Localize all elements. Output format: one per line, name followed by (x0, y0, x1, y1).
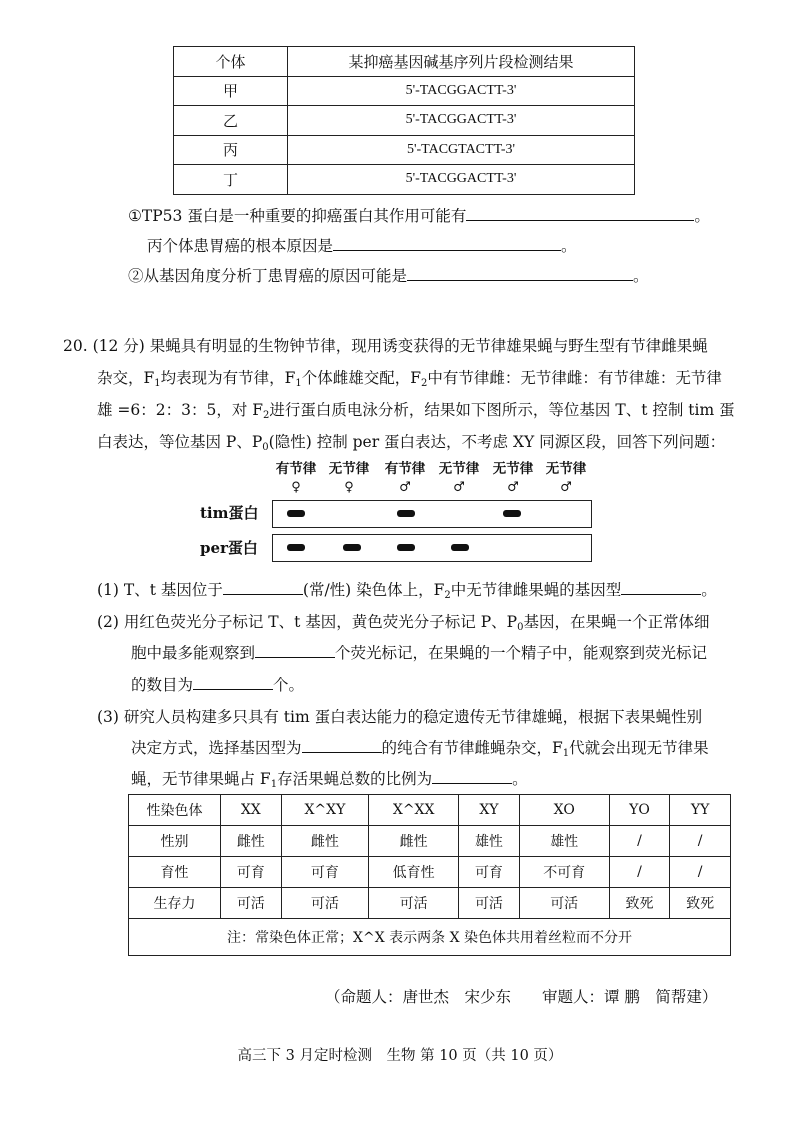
table-cell: 雄性 (459, 826, 520, 857)
table-header-row (174, 47, 635, 77)
q20-part2-line-1 (97, 612, 709, 632)
table-cell: / (670, 857, 731, 888)
text-span: 胞中最多能观察到 (131, 644, 256, 662)
per-band (451, 544, 469, 551)
text-span: 决定方式，选择基因型为 (131, 739, 302, 757)
subscript: 0 (517, 622, 524, 633)
gene-sequence-table (173, 46, 635, 195)
table-header-cell: YY (670, 795, 731, 826)
answer-blank (255, 643, 335, 658)
question-text: 丙个体患胃癌的根本原因是 (147, 237, 334, 255)
subscript: 1 (562, 748, 570, 759)
table-cell: 5'-TACGGACTT-3' (288, 76, 635, 106)
answer-blank (621, 580, 701, 595)
phenotype-label (267, 460, 325, 497)
table-header-cell: X^XY (281, 795, 369, 826)
table-cell: 丁 (174, 165, 288, 195)
text-span: 个。 (273, 676, 305, 694)
table-header-cell: 个体 (174, 47, 288, 77)
text-span: (3) 研究人员构建多只具有 tim 蛋白表达能力的稳定遗传无节律雄蝇，根据下表果蝇性别 (97, 708, 703, 726)
answer-blank (432, 769, 512, 784)
text-span: 均表现为有节律，F (160, 369, 296, 387)
table-cell: 可育 (459, 857, 520, 888)
q20-part3-line-1 (97, 707, 702, 727)
table-header-cell: 某抑癌基因碱基序列片段检测结果 (288, 47, 635, 77)
tim-band (397, 510, 415, 517)
table-header-cell: XX (221, 795, 282, 826)
q20-intro-line-4 (97, 432, 725, 452)
text-span: 中无节律雌果蝇的基因型 (450, 581, 622, 599)
phenotype-text: 无节律 (438, 461, 480, 477)
text-span: 进行蛋白质电泳分析，结果如下图所示，等位基因 T、t 控制 tim 蛋 (269, 401, 735, 419)
text-span: 白表达，等位基因 P、P (97, 433, 263, 451)
text-span: 基因，在果蝇一个正常体细 (523, 613, 710, 631)
table-cell: 丙 (174, 135, 288, 165)
female-symbol: ♀ (344, 480, 354, 495)
table-header-cell: XO (519, 795, 609, 826)
q19-line-2 (147, 236, 577, 256)
answer-blank (302, 738, 382, 753)
table-row (174, 165, 635, 195)
phenotype-text: 无节律 (545, 461, 587, 477)
table-cell: / (609, 857, 670, 888)
table-header-cell: XY (459, 795, 520, 826)
phenotype-label (376, 460, 434, 497)
q20-intro-line-1 (63, 336, 708, 356)
subscript: 1 (270, 779, 278, 790)
table-cell: 不可育 (519, 857, 609, 888)
question-text: ②从基因角度分析丁患胃癌的原因可能是 (128, 267, 408, 285)
male-symbol: ♂ (560, 480, 572, 495)
male-symbol: ♂ (453, 480, 465, 495)
table-cell: 可育 (221, 857, 282, 888)
table-row (129, 857, 731, 888)
table-cell: 致死 (609, 888, 670, 919)
subscript: 2 (421, 378, 428, 389)
phenotype-text: 有节律 (384, 461, 426, 477)
table-cell: 乙 (174, 106, 288, 136)
punctuation: 。 (512, 770, 528, 788)
tim-band (503, 510, 521, 517)
table-note: 注：常染色体正常；X^X 表示两条 X 染色体共用着丝粒而不分开 (129, 919, 731, 956)
text-span: (2) 用红色荧光分子标记 T、t 基因，黄色荧光分子标记 P、P (97, 613, 518, 631)
table-cell: 低育性 (369, 857, 459, 888)
table-note-row (129, 919, 731, 956)
table-cell: 甲 (174, 76, 288, 106)
subscript: 2 (263, 410, 270, 421)
table-cell: 致死 (670, 888, 731, 919)
question-text: ①TP53 蛋白是一种重要的抑癌蛋白其作用可能有 (128, 207, 467, 225)
subscript: 1 (154, 378, 161, 389)
answer-blank (407, 266, 633, 281)
table-cell: 性别 (129, 826, 221, 857)
punctuation: 。 (694, 207, 710, 225)
q19-line-1 (128, 206, 710, 226)
female-symbol: ♀ (291, 480, 301, 495)
per-band (397, 544, 415, 551)
per-band (343, 544, 361, 551)
table-header-cell: YO (609, 795, 670, 826)
punctuation: 。 (561, 237, 577, 255)
table-cell: 雌性 (369, 826, 459, 857)
table-row (174, 76, 635, 106)
subscript: 2 (444, 590, 451, 601)
punctuation: 。 (633, 267, 649, 285)
table-row (174, 106, 635, 136)
male-symbol: ♂ (507, 480, 519, 495)
text-span: 杂交，F (97, 369, 155, 387)
subscript: 1 (295, 378, 302, 389)
table-row (129, 888, 731, 919)
page-footer: 高三下 3 月定时检测 生物 第 10 页（共 10 页） (237, 1048, 563, 1064)
per-band (287, 544, 305, 551)
text-span: 的纯合有节律雌蝇杂交，F (381, 739, 563, 757)
q20-part3-line-2 (131, 738, 709, 758)
table-cell: 雌性 (281, 826, 369, 857)
table-cell: 5'-TACGGACTT-3' (288, 165, 635, 195)
table-header-row (129, 795, 731, 826)
answer-blank (466, 206, 694, 221)
text-span: 雄 =6：2：3：5，对 F (97, 401, 264, 419)
text-span: 中有节律雌：无节律雌：有节律雄：无节律 (427, 369, 722, 387)
sex-chromosome-table (128, 794, 731, 956)
table-cell: 可活 (281, 888, 369, 919)
table-header-cell: 性染色体 (129, 795, 221, 826)
q20-part2-line-3 (131, 675, 304, 695)
tim-band (287, 510, 305, 517)
tim-gel-lane (272, 500, 592, 528)
table-cell: 可活 (369, 888, 459, 919)
table-cell: 5'-TACGGACTT-3' (288, 106, 635, 136)
phenotype-label (430, 460, 488, 497)
text-span: 蝇，无节律果蝇占 F (131, 770, 271, 788)
table-row (129, 826, 731, 857)
author-credit: （命题人：唐世杰 宋少东 审题人：谭 鹏 简帮建） (325, 988, 718, 1006)
q20-part3-line-3 (131, 769, 528, 789)
q20-part2-line-2 (131, 643, 707, 663)
text-span: 个体雌雄交配，F (301, 369, 422, 387)
text-span: (1) T、t 基因位于 (97, 581, 223, 599)
subscript: 0 (262, 442, 269, 453)
table-cell: 雌性 (221, 826, 282, 857)
punctuation: 。 (701, 581, 717, 599)
table-cell: 雄性 (519, 826, 609, 857)
tim-row-label: tim蛋白 (200, 504, 259, 522)
q20-intro-line-3 (97, 400, 735, 420)
answer-blank (223, 580, 303, 595)
text-span: 存活果蝇总数的比例为 (277, 770, 433, 788)
phenotype-text: 有节律 (275, 461, 317, 477)
table-cell: 生存力 (129, 888, 221, 919)
phenotype-text: 无节律 (492, 461, 534, 477)
phenotype-label (320, 460, 378, 497)
question-text: 20. (12 分) 果蝇具有明显的生物钟节律，现用诱变获得的无节律雄果蝇与野生型有节律雌果蝇 (63, 337, 708, 355)
phenotype-label (537, 460, 595, 497)
text-span: 个荧光标记，在果蝇的一个精子中，能观察到荧光标记 (335, 644, 708, 662)
text-span: 的数目为 (131, 676, 194, 694)
table-cell: / (609, 826, 670, 857)
text-span: (隐性) 控制 per 蛋白表达，不考虑 XY 同源区段，回答下列问题： (268, 433, 726, 451)
table-cell: 育性 (129, 857, 221, 888)
answer-blank (333, 236, 561, 251)
table-row (174, 135, 635, 165)
table-cell: 可育 (281, 857, 369, 888)
table-cell: 5'-TACGTACTT-3' (288, 135, 635, 165)
table-cell: 可活 (459, 888, 520, 919)
table-cell: / (670, 826, 731, 857)
per-gel-lane (272, 534, 592, 562)
table-cell: 可活 (221, 888, 282, 919)
per-row-label: per蛋白 (200, 539, 258, 557)
table-cell: 可活 (519, 888, 609, 919)
text-span: 代就会出现无节律果 (569, 739, 709, 757)
phenotype-label (484, 460, 542, 497)
answer-blank (193, 675, 273, 690)
phenotype-text: 无节律 (328, 461, 370, 477)
text-span: (常/性) 染色体上，F (302, 581, 445, 599)
table-header-cell: X^XX (369, 795, 459, 826)
male-symbol: ♂ (399, 480, 411, 495)
q19-line-3 (128, 266, 649, 286)
q20-intro-line-2 (97, 368, 722, 388)
q20-part1 (97, 580, 717, 600)
